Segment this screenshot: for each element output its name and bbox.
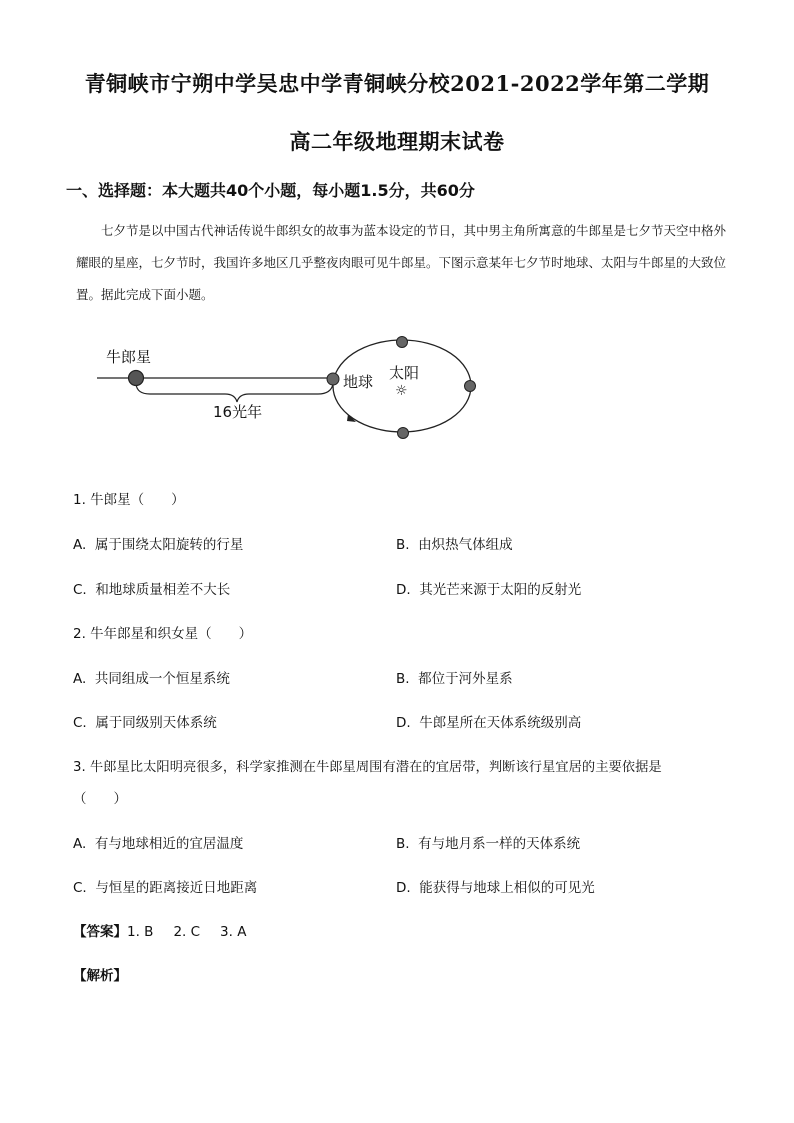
sun-icon: ☼: [395, 383, 408, 399]
answer-line: [73, 920, 266, 940]
star-label: 牛郎星: [106, 348, 152, 366]
question-2-option-a[interactable]: A. 共同组成一个恒星系统: [73, 671, 230, 687]
distance-brace: [136, 384, 333, 402]
orbit-direction-arrow-icon: [347, 414, 356, 422]
question-2-option-c[interactable]: C. 属于同级别天体系统: [73, 715, 217, 731]
earth-position-icon: [465, 381, 476, 392]
orbit-diagram: [90, 328, 490, 448]
reading-passage: 七夕节是以中国古代神话传说牛郎织女的故事为蓝本设定的节日，其中男主角所寓意的牛郎星是七夕节天空中格外耀眼的星座，七夕节时，我国许多地区几乎整夜肉眼可见牛郎星。下图示意某年七夕节时地球、太阳与牛郎星的大致位置。据此完成下面小题。: [76, 223, 727, 302]
question-1-option-b[interactable]: B. 由炽热气体组成: [396, 537, 513, 553]
question-1-option-d[interactable]: D. 其光芒来源于太阳的反射光: [396, 582, 582, 598]
earth-position-icon: [327, 373, 339, 385]
earth-position-icon: [397, 337, 408, 348]
distance-label: 16光年: [213, 403, 263, 421]
earth-label: 地球: [343, 373, 374, 391]
page-subtitle: 高二年级地理期末试卷: [289, 129, 505, 154]
question-3-option-a[interactable]: A. 有与地球相近的宜居温度: [73, 836, 244, 852]
question-3-option-d[interactable]: D. 能获得与地球上相似的可见光: [396, 880, 595, 896]
altair-star-icon: [129, 371, 144, 386]
answer-item: 3. A: [220, 924, 247, 940]
question-2-option-d[interactable]: D. 牛郎星所在天体系统级别高: [396, 715, 582, 731]
section-heading: 一、选择题：本大题共40个小题，每小题1.5分，共60分: [66, 181, 475, 200]
question-1-option-c[interactable]: C. 和地球质量相差不大长: [73, 582, 231, 598]
question-1-stem: 1. 牛郎星（ ）: [73, 492, 185, 508]
analysis-tag: 【解析】: [73, 968, 127, 984]
question-3-option-c[interactable]: C. 与恒星的距离接近日地距离: [73, 880, 258, 896]
answer-item: 1. B: [127, 924, 154, 940]
question-3-option-b[interactable]: B. 有与地月系一样的天体系统: [396, 836, 581, 852]
question-3-stem: 3. 牛郎星比太阳明亮很多，科学家推测在牛郎星周围有潜在的宜居带，判断该行星宜居的主要依据是: [73, 760, 662, 775]
question-2-option-b[interactable]: B. 都位于河外星系: [396, 671, 513, 687]
answer-tag: 【答案】: [73, 924, 127, 940]
question-2-stem: 2. 牛年郎星和织女星（ ）: [73, 626, 253, 642]
question-3-stem-continuation: （ ）: [73, 791, 127, 807]
page-title: 青铜峡市宁朔中学吴忠中学青铜峡分校2021-2022学年第二学期: [84, 71, 710, 96]
sun-label: 太阳: [389, 364, 420, 382]
question-1-option-a[interactable]: A. 属于围绕太阳旋转的行星: [73, 537, 244, 553]
answer-item: 2. C: [173, 924, 201, 940]
earth-position-icon: [398, 428, 409, 439]
